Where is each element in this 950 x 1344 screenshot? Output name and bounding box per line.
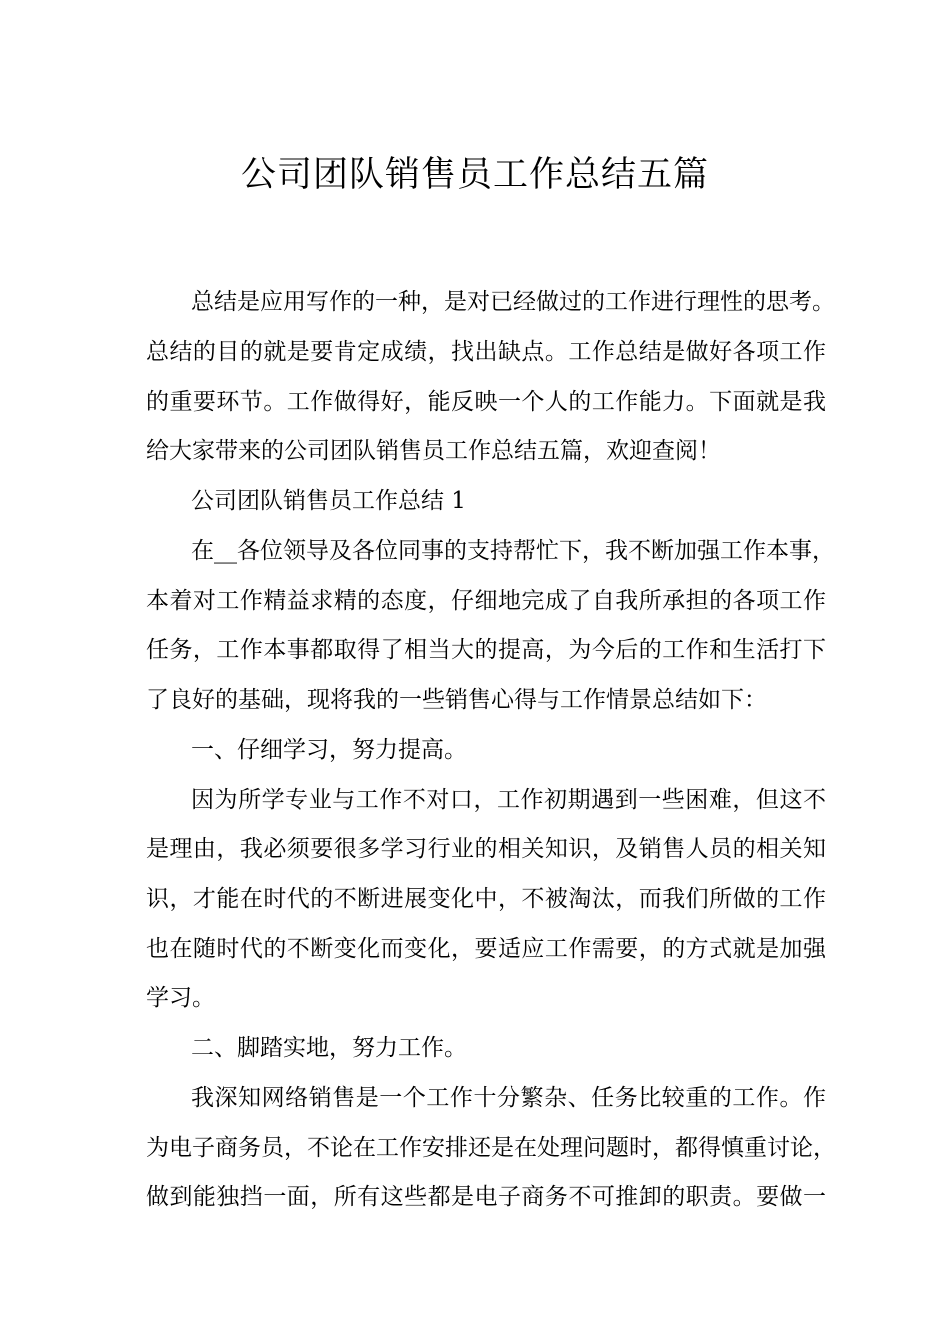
paragraph-line: 的重要环节。工作做得好，能反映一个人的工作能力。下面就是我 xyxy=(146,389,826,415)
section-heading: 公司团队销售员工作总结 1 xyxy=(191,488,466,514)
paragraph-line: 因为所学专业与工作不对口，工作初期遇到一些困难，但这不 xyxy=(191,787,826,813)
paragraph-line: 识，才能在时代的不断进展变化中，不被淘汰，而我们所做的工作 xyxy=(146,886,826,912)
section-heading: 二、脚踏实地，努力工作。 xyxy=(191,1035,467,1061)
paragraph-line: 做到能独挡一面，所有这些都是电子商务不可推卸的职责。要做一 xyxy=(146,1184,826,1210)
paragraph-line: 本着对工作精益求精的态度，仔细地完成了自我所承担的各项工作 xyxy=(146,588,826,614)
paragraph-line: 给大家带来的公司团队销售员工作总结五篇，欢迎查阅！ xyxy=(146,438,721,464)
paragraph-line: 学习。 xyxy=(146,985,215,1011)
paragraph-line: 了良好的基础，现将我的一些销售心得与工作情景总结如下： xyxy=(146,687,767,713)
paragraph-line: 总结的目的就是要肯定成绩，找出缺点。工作总结是做好各项工作 xyxy=(146,339,826,365)
paragraph-line: 为电子商务员，不论在工作安排还是在处理问题时，都得慎重讨论， xyxy=(146,1135,836,1161)
paragraph-line: 是理由，我必须要很多学习行业的相关知识，及销售人员的相关知 xyxy=(146,836,826,862)
paragraph-line: 在__各位领导及各位同事的支持帮忙下，我不断加强工作本事， xyxy=(191,538,835,564)
paragraph-line: 也在随时代的不断变化而变化，要适应工作需要，的方式就是加强 xyxy=(146,936,826,962)
paragraph-line: 我深知网络销售是一个工作十分繁杂、任务比较重的工作。作 xyxy=(191,1085,826,1111)
paragraph-line: 任务，工作本事都取得了相当大的提高，为今后的工作和生活打下 xyxy=(146,637,826,663)
section-heading: 一、仔细学习，努力提高。 xyxy=(191,737,467,763)
paragraph-line: 总结是应用写作的一种，是对已经做过的工作进行理性的思考。 xyxy=(191,289,835,315)
document-title: 公司团队销售员工作总结五篇 xyxy=(240,155,709,196)
